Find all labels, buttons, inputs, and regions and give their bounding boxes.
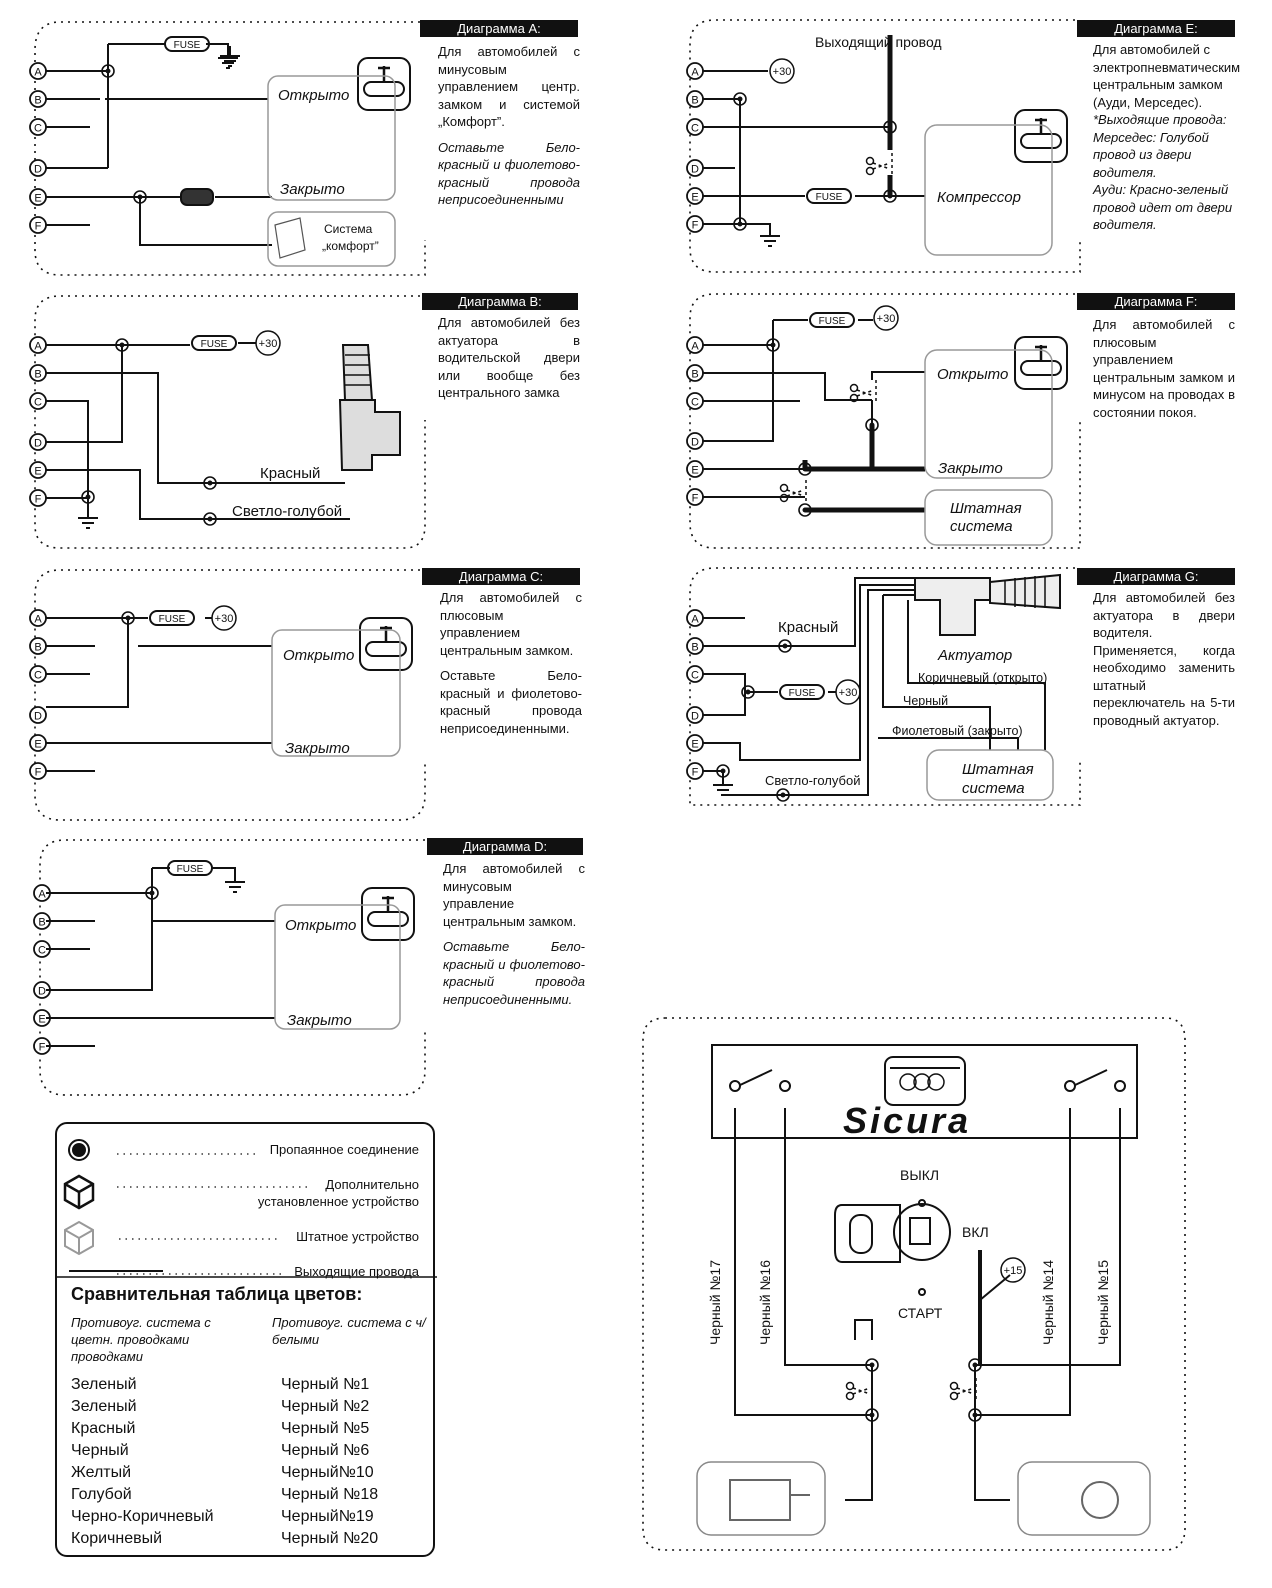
label-start: СТАРТ — [898, 1305, 943, 1321]
svg-text:A: A — [38, 888, 46, 901]
svg-text:F: F — [38, 1041, 46, 1054]
diagram-a-header: Диаграмма A: — [420, 20, 578, 37]
plus-terminal — [836, 680, 860, 704]
svg-text:A: A — [691, 340, 699, 353]
diagram-b-header: Диаграмма B: — [422, 293, 578, 310]
description-note: Оставьте Бело-красный и фиолетово-красный провода неприсоединенными. — [443, 939, 585, 1007]
color-name: Коричневый — [71, 1530, 163, 1547]
stock-device-icon — [65, 1222, 93, 1254]
description-text: Для автомобилей с электропневматическим центральным замком (Ауди, Мерседес). — [1093, 42, 1241, 110]
legend-soldered: Пропаянное соединение — [269, 1142, 419, 1157]
plus-terminal — [212, 606, 236, 630]
label-closed: Закрыто — [287, 1012, 352, 1029]
label-red: Красный — [260, 465, 321, 482]
label-on: ВКЛ — [962, 1224, 989, 1240]
label-violet-wire: Фиолетовый (закрыто) — [892, 724, 1023, 738]
svg-text:C: C — [691, 122, 699, 135]
svg-text:C: C — [34, 396, 42, 409]
terminal-f — [687, 489, 703, 505]
terminal-d — [30, 160, 46, 176]
diagram-f-wires — [703, 320, 1052, 545]
diagram-g-wires — [703, 575, 1060, 800]
central-lock-actuator-icon — [362, 888, 414, 940]
label-closed: Закрыто — [285, 740, 350, 757]
svg-text:B: B — [34, 368, 42, 381]
legend-box — [55, 1122, 435, 1557]
svg-text:+30: +30 — [772, 66, 792, 78]
plus-terminal — [770, 59, 794, 83]
terminal-a — [687, 610, 703, 626]
color-table-row — [71, 1508, 401, 1526]
bw-wire-name: Черный №6 — [281, 1442, 370, 1459]
label-off: ВЫКЛ — [900, 1167, 940, 1183]
svg-text:B: B — [34, 641, 42, 654]
svg-text:F: F — [34, 493, 42, 506]
label-red: Красный — [778, 619, 839, 636]
terminal-c — [687, 666, 703, 682]
terminal-b — [687, 638, 703, 654]
svg-text:FUSE: FUSE — [788, 688, 816, 699]
diagram-b-description — [438, 314, 580, 410]
ignition-coil-icon — [697, 1462, 825, 1535]
description-note: *Выходящие провода: — [1093, 112, 1227, 127]
label-wire-16: Черный №16 — [757, 1260, 773, 1345]
svg-text:B: B — [34, 94, 42, 107]
central-lock-actuator-icon — [1015, 110, 1067, 162]
svg-text:A: A — [691, 613, 699, 626]
description-text: Для автомобилей без актуатора в водительской двери или вообще без центрального замка — [438, 315, 580, 400]
svg-text:D: D — [34, 437, 42, 450]
diagram-e-header: Диаграмма E: — [1077, 20, 1235, 37]
bw-wire-name: Черный№10 — [281, 1464, 374, 1481]
terminal-d — [30, 707, 46, 723]
cut-wire-icon — [781, 480, 807, 504]
color-name: Зеленый — [71, 1376, 137, 1393]
terminal-a — [687, 63, 703, 79]
svg-text:B: B — [38, 916, 46, 929]
terminal-c — [30, 393, 46, 409]
svg-text:E: E — [34, 465, 42, 478]
terminal-b — [30, 365, 46, 381]
bw-wire-name: Черный №2 — [281, 1398, 370, 1415]
color-name: Зеленый — [71, 1398, 137, 1415]
legend-added-device: Дополнительно — [325, 1177, 419, 1192]
label-open: Открыто — [285, 917, 357, 934]
fuse-icon — [165, 37, 209, 51]
label-open: Открыто — [278, 87, 350, 104]
plus-terminal — [874, 306, 898, 330]
svg-text:C: C — [38, 944, 46, 957]
svg-text:C: C — [691, 396, 699, 409]
description-text: Для автомобилей с минусовым управление центральным замком. — [443, 861, 585, 929]
cut-wire-icon — [951, 1378, 977, 1402]
ignition-key-icon — [835, 1205, 900, 1262]
color-table-row — [71, 1420, 401, 1438]
diagram-g-description — [1093, 589, 1235, 737]
terminal-e — [687, 461, 703, 477]
terminal-f — [687, 763, 703, 779]
diagram-e-wires — [703, 34, 1052, 255]
terminal-a — [30, 337, 46, 353]
terminal-e — [30, 735, 46, 751]
diagram-a-description — [438, 43, 580, 217]
svg-text:F: F — [691, 766, 699, 779]
label-compressor: Компрессор — [937, 189, 1021, 206]
panel-d-border — [40, 840, 425, 1095]
diagram-b-wires — [46, 343, 400, 528]
label-stock-system-2: система — [950, 518, 1013, 535]
terminal-e — [687, 735, 703, 751]
cut-wire-icon — [867, 153, 893, 177]
terminal-d — [687, 160, 703, 176]
color-table-row — [71, 1530, 401, 1548]
color-table-row — [71, 1376, 401, 1394]
terminal-f — [687, 216, 703, 232]
svg-text:D: D — [691, 436, 699, 449]
svg-text:D: D — [34, 710, 42, 723]
diagram-g-header: Диаграмма G: — [1077, 568, 1235, 585]
svg-text:E: E — [691, 191, 699, 204]
bw-wire-name: Черный №5 — [281, 1420, 370, 1437]
label-stock-system: Штатная — [950, 500, 1022, 517]
svg-text:C: C — [691, 669, 699, 682]
central-lock-actuator-icon — [358, 58, 410, 110]
description-text: Для автомобилей с минусовым управлением центр. замком и системой „Комфорт”. — [438, 44, 580, 129]
color-name: Черный — [71, 1442, 129, 1459]
description-note-mercedes: Мерседес: Голубой провод из двери водителя. — [1093, 129, 1209, 180]
svg-text:A: A — [691, 66, 699, 79]
svg-text:E: E — [34, 192, 42, 205]
terminal-f — [30, 763, 46, 779]
diagram-d-description — [443, 860, 585, 1016]
svg-text:B: B — [691, 641, 699, 654]
color-table-title: Сравнительная таблица цветов: — [71, 1284, 363, 1304]
bw-wire-name: Черный №20 — [281, 1530, 379, 1547]
svg-text:D: D — [38, 985, 46, 998]
svg-text:F: F — [691, 219, 699, 232]
label-wire-17: Черный №17 — [707, 1260, 723, 1345]
description-text: Для автомобилей с плюсовым управлением центральным замком и минусом на проводах в состоянии покоя. — [1093, 317, 1235, 420]
terminal-c — [30, 666, 46, 682]
label-light-blue: Светло-голубой — [232, 503, 343, 520]
svg-text:A: A — [34, 66, 42, 79]
terminal-e — [687, 188, 703, 204]
svg-text:FUSE: FUSE — [818, 316, 846, 327]
svg-text:+15: +15 — [1003, 1265, 1023, 1277]
label-closed: Закрыто — [938, 460, 1003, 477]
svg-text:E: E — [38, 1013, 46, 1026]
added-device-icon — [65, 1176, 93, 1208]
fuse-icon — [150, 611, 194, 625]
terminal-c — [30, 119, 46, 135]
svg-text:+30: +30 — [838, 687, 858, 699]
legend-outgoing-wires: Выходящие провода — [294, 1264, 419, 1279]
description-note: Оставьте Бело-красный и фиолетово-красный провода неприсоединенными — [438, 139, 580, 207]
label-black-wire: Черный — [903, 694, 949, 708]
svg-text:FUSE: FUSE — [200, 339, 228, 350]
sicura-diagram — [697, 1045, 1150, 1535]
svg-text:C: C — [34, 669, 42, 682]
color-name: Черно-Коричневый — [71, 1508, 214, 1525]
label-open: Открыто — [937, 366, 1009, 383]
actuator-icon — [340, 345, 400, 470]
svg-text:F: F — [34, 220, 42, 233]
svg-text:E: E — [691, 738, 699, 751]
label-open: Открыто — [283, 647, 355, 664]
svg-text:+30: +30 — [214, 613, 234, 625]
label-stock-system: Штатная — [962, 761, 1034, 778]
description-text: Для автомобилей без актуатора в двери водителя. Применяется, когда необходимо заменить штатный переключатель на 5-ти проводный актуатор. — [1093, 590, 1235, 728]
color-name: Желтый — [71, 1464, 132, 1481]
svg-text:D: D — [691, 710, 699, 723]
lock-module-icon — [885, 1057, 965, 1105]
label-light-blue: Светло-голубой — [765, 773, 861, 788]
terminal-c — [687, 393, 703, 409]
terminal-a — [687, 337, 703, 353]
svg-text:E: E — [34, 738, 42, 751]
diagram-e-description — [1093, 41, 1241, 234]
svg-text:A: A — [34, 613, 42, 626]
svg-text:F: F — [34, 766, 42, 779]
bw-wire-name: Черный №1 — [281, 1376, 370, 1393]
color-table-row — [71, 1464, 401, 1482]
terminal-d — [687, 707, 703, 723]
color-table-col1-header: Противоуг. система с цветн. проводками проводками — [71, 1315, 211, 1364]
svg-text:FUSE: FUSE — [173, 40, 201, 51]
color-table-col2-header: Противоуг. система с ч/белыми — [272, 1315, 426, 1347]
fuse-icon — [807, 189, 851, 203]
svg-text:+30: +30 — [876, 313, 896, 325]
bw-wire-name: Черный№19 — [281, 1508, 374, 1525]
svg-text:D: D — [34, 163, 42, 176]
diagram-d-wires — [46, 58, 400, 1046]
label-closed: Закрыто — [280, 181, 345, 198]
terminal-f — [30, 217, 46, 233]
fuse-icon — [192, 336, 236, 350]
actuator-icon — [915, 575, 1060, 635]
diagram-c-header: Диаграмма C: — [422, 568, 580, 585]
description-note: Оставьте Бело-красный и фиолетово-красный провода неприсоединенными. — [440, 668, 582, 736]
color-table-row — [71, 1398, 401, 1416]
diagram-c-wires — [46, 618, 400, 771]
label-outgoing-wire: Выходящий провод — [815, 34, 942, 50]
cut-wire-icon — [847, 1378, 873, 1402]
color-table-row — [71, 1486, 401, 1504]
terminal-c — [687, 119, 703, 135]
terminal-b — [30, 638, 46, 654]
description-text: Для автомобилей с плюсовым управлением центральным замком. — [440, 590, 582, 658]
svg-text:E: E — [691, 464, 699, 477]
svg-text:A: A — [34, 340, 42, 353]
terminal-b — [30, 91, 46, 107]
terminal-b — [687, 91, 703, 107]
terminal-b — [687, 365, 703, 381]
label-comfort-system-2: „комфорт” — [322, 239, 379, 253]
plus-terminal — [256, 331, 280, 355]
diagram-c-description — [440, 589, 582, 745]
label-wire-15: Черный №15 — [1095, 1260, 1111, 1345]
svg-text:F: F — [691, 492, 699, 505]
color-name: Голубой — [71, 1486, 132, 1503]
label-comfort-system: Система — [324, 222, 373, 236]
svg-text:+30: +30 — [258, 338, 278, 350]
label-actuator: Актуатор — [938, 647, 1013, 664]
central-lock-actuator-icon — [1015, 337, 1067, 389]
svg-text:D: D — [691, 163, 699, 176]
svg-text:B: B — [691, 94, 699, 107]
fuel-pump-icon — [1018, 1462, 1150, 1535]
diagram-f-header: Диаграмма F: — [1077, 293, 1235, 310]
svg-text:FUSE: FUSE — [176, 864, 204, 875]
diagram-a-wires — [46, 44, 395, 266]
label-stock-system-2: система — [962, 780, 1025, 797]
svg-text:FUSE: FUSE — [158, 614, 186, 625]
label-wire-14: Черный №14 — [1040, 1260, 1056, 1345]
fuse-icon — [168, 861, 212, 875]
terminal-e — [30, 462, 46, 478]
fuse-icon — [810, 313, 854, 327]
terminal-f — [30, 490, 46, 506]
svg-text:FUSE: FUSE — [815, 192, 843, 203]
color-name: Красный — [71, 1420, 136, 1437]
description-note-audi: Ауди: Красно-зеленый провод идет от двери водителя. — [1093, 182, 1233, 232]
central-lock-actuator-icon — [360, 618, 412, 670]
fuse-icon — [780, 685, 824, 699]
brand-logo: Sicura — [843, 1100, 972, 1141]
terminal-a — [30, 610, 46, 626]
diagram-d-header: Диаграмма D: — [427, 838, 583, 855]
terminal-d — [687, 433, 703, 449]
terminal-d — [30, 434, 46, 450]
diagram-f-description — [1093, 316, 1235, 429]
legend-stock-device: Штатное устройство — [296, 1229, 419, 1244]
legend-added-device-2: установленное устройство — [257, 1194, 419, 1209]
terminal-a — [30, 63, 46, 79]
svg-text:C: C — [34, 122, 42, 135]
terminal-e — [30, 189, 46, 205]
label-brown-wire: Коричневый (открыто) — [918, 671, 1048, 685]
svg-text:B: B — [691, 368, 699, 381]
bw-wire-name: Черный №18 — [281, 1486, 379, 1503]
color-table-row — [71, 1442, 401, 1460]
